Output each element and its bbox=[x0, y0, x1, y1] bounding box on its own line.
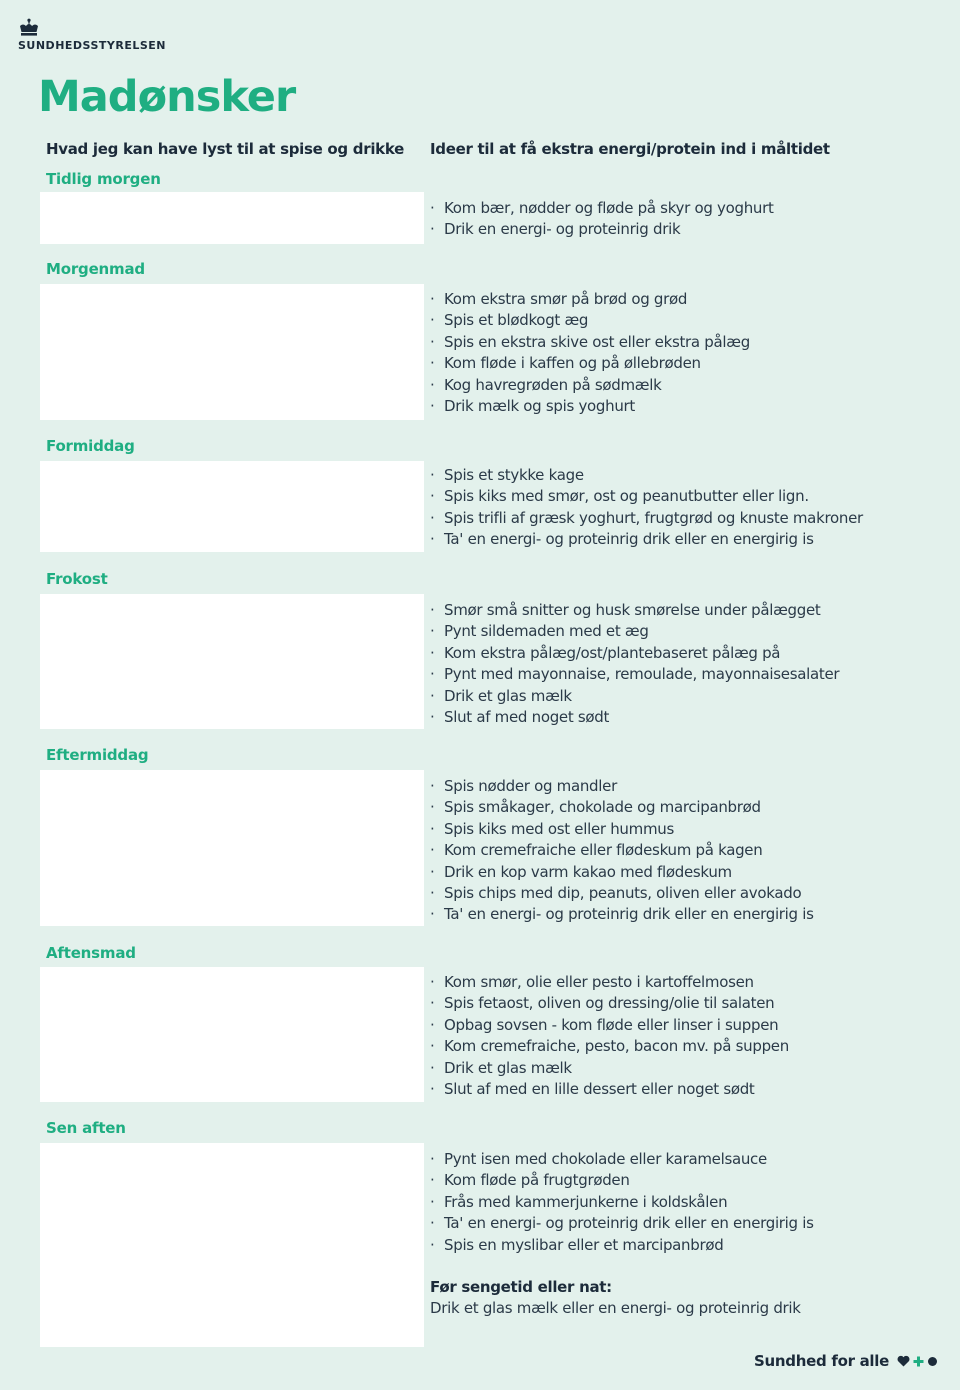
list-item: · Spis chips med dip, peanuts, oliven eller avokado bbox=[430, 884, 802, 903]
footer-slogan: Sundhed for alle bbox=[754, 1352, 889, 1370]
page-title: Madønsker bbox=[38, 72, 296, 122]
list-item: · Ta' en energi- og proteinrig drik eller en energirig is bbox=[430, 530, 814, 549]
list-item: · Pynt med mayonnaise, remoulade, mayonnaisesalater bbox=[430, 665, 840, 684]
wish-input-box[interactable] bbox=[40, 461, 424, 552]
list-item: · Drik en energi- og proteinrig drik bbox=[430, 220, 681, 239]
list-item: · Kom cremefraiche, pesto, bacon mv. på suppen bbox=[430, 1037, 789, 1056]
list-item: · Smør små snitter og husk smørelse under pålægget bbox=[430, 601, 821, 619]
list-item: · Frås med kammerjunkerne i koldskålen bbox=[430, 1192, 728, 1211]
list-item: · Spis kiks med ost eller hummus bbox=[430, 819, 674, 838]
section-label: Sen aften bbox=[46, 1119, 126, 1137]
section-label: Eftermiddag bbox=[46, 746, 149, 764]
list-item: · Spis trifli af græsk yoghurt, frugtgrød og knuste makroner bbox=[430, 508, 863, 527]
column-header-wishes: Hvad jeg kan have lyst til at spise og drikke bbox=[46, 140, 404, 158]
org-name: SUNDHEDSSTYRELSEN bbox=[18, 39, 166, 52]
crown-icon bbox=[18, 18, 40, 38]
heart-icon bbox=[897, 1355, 910, 1367]
list-item: · Opbag sovsen - kom fløde eller linser i suppen bbox=[430, 1015, 779, 1034]
list-item: · Spis et stykke kage bbox=[430, 466, 584, 484]
list-item: · Ta' en energi- og proteinrig drik eller en energirig is bbox=[430, 905, 814, 924]
footer bbox=[754, 1352, 938, 1370]
wish-input-box[interactable] bbox=[40, 192, 424, 244]
ideas-list bbox=[430, 776, 814, 926]
list-item: · Spis en ekstra skive ost eller ekstra pålæg bbox=[430, 332, 750, 351]
footer-icons bbox=[897, 1355, 938, 1367]
list-item: · Spis en myslibar eller et marcipanbrød bbox=[430, 1235, 724, 1254]
list-item: · Drik mælk og spis yoghurt bbox=[430, 397, 635, 416]
wish-input-box[interactable] bbox=[40, 967, 424, 1102]
logo bbox=[18, 18, 166, 52]
list-item: · Drik et glas mælk bbox=[430, 1058, 572, 1077]
wish-input-box[interactable] bbox=[40, 1143, 424, 1347]
list-item: · Kom cremefraiche eller flødeskum på kagen bbox=[430, 841, 763, 860]
bedtime-note-title: Før sengetid eller nat: bbox=[430, 1278, 612, 1296]
list-item: · Spis kiks med smør, ost og peanutbutter eller lign. bbox=[430, 487, 809, 506]
list-item: · Kom ekstra smør på brød og grød bbox=[430, 290, 688, 308]
list-item: · Spis småkager, chokolade og marcipanbrød bbox=[430, 798, 761, 817]
list-item: · Kom ekstra pålæg/ost/plantebaseret pålæg på bbox=[430, 643, 781, 662]
list-item: · Kom fløde i kaffen og på øllebrøden bbox=[430, 354, 701, 373]
list-item: · Drik en kop varm kakao med flødeskum bbox=[430, 862, 732, 881]
section-label: Morgenmad bbox=[46, 260, 145, 278]
list-item: · Spis nødder og mandler bbox=[430, 777, 617, 795]
section-label: Aftensmad bbox=[46, 944, 136, 962]
ideas-list bbox=[430, 465, 863, 551]
wish-input-box[interactable] bbox=[40, 284, 424, 420]
ideas-list bbox=[430, 600, 839, 728]
ideas-list bbox=[430, 289, 750, 417]
list-item: · Kog havregrøden på sødmælk bbox=[430, 375, 662, 394]
list-item: · Pynt isen med chokolade eller karamelsauce bbox=[430, 1150, 767, 1168]
wish-input-box[interactable] bbox=[40, 770, 424, 926]
list-item: · Slut af med en lille dessert eller noget sødt bbox=[430, 1080, 755, 1099]
list-item: · Kom fløde på frugtgrøden bbox=[430, 1171, 630, 1190]
list-item: · Spis fetaost, oliven og dressing/olie til salaten bbox=[430, 994, 775, 1013]
list-item: · Spis et blødkogt æg bbox=[430, 311, 589, 330]
wish-input-box[interactable] bbox=[40, 594, 424, 729]
ideas-list bbox=[430, 972, 789, 1100]
section-label: Formiddag bbox=[46, 437, 135, 455]
list-item: · Pynt sildemaden med et æg bbox=[430, 622, 649, 641]
bedtime-note-text: Drik et glas mælk eller en energi- og proteinrig drik bbox=[430, 1299, 801, 1317]
ideas-list bbox=[430, 198, 774, 241]
list-item: · Kom bær, nødder og fløde på skyr og yoghurt bbox=[430, 199, 774, 217]
list-item: · Ta' en energi- og proteinrig drik eller en energirig is bbox=[430, 1214, 814, 1233]
column-header-ideas: Ideer til at få ekstra energi/protein ind i måltidet bbox=[430, 140, 830, 158]
ideas-list bbox=[430, 1149, 814, 1256]
list-item: · Slut af med noget sødt bbox=[430, 708, 610, 727]
plus-icon bbox=[913, 1356, 924, 1367]
list-item: · Drik et glas mælk bbox=[430, 686, 572, 705]
section-label: Frokost bbox=[46, 570, 108, 588]
section-label: Tidlig morgen bbox=[46, 170, 161, 188]
list-item: · Kom smør, olie eller pesto i kartoffelmosen bbox=[430, 973, 754, 991]
dot-icon bbox=[927, 1356, 938, 1367]
